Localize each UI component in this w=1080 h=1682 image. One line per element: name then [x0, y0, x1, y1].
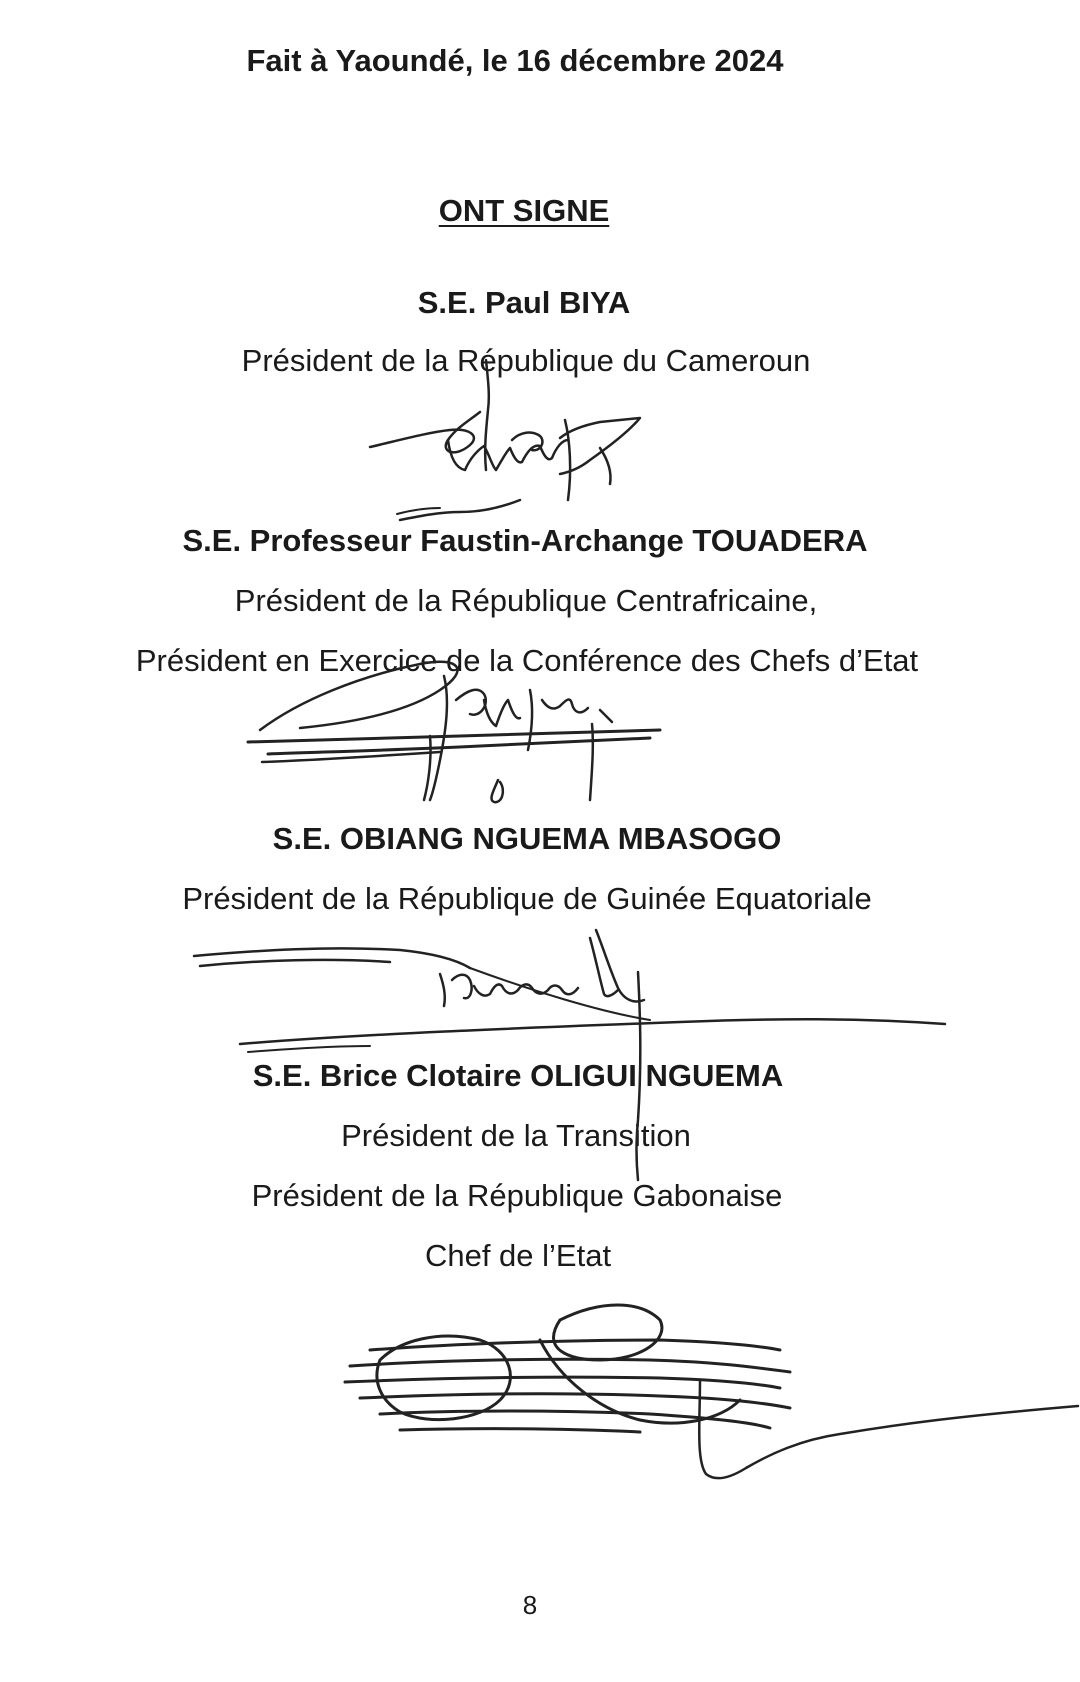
signatory-1-name: S.E. Paul BIYA	[417, 285, 631, 320]
signatory-2-title-1: Président de la République Centrafricaine,	[234, 583, 818, 618]
section-title: ONT SIGNE	[438, 193, 610, 228]
signatory-3-title-1: Président de la République de Guinée Equatoriale	[182, 881, 872, 916]
signatory-3-name: S.E. OBIANG NGUEMA MBASOGO	[272, 821, 782, 856]
signature-oligui	[345, 1305, 1078, 1478]
signature-touadera	[248, 662, 660, 802]
signatory-4-title-3: Chef de l’Etat	[424, 1238, 612, 1273]
signatory-1-title-1: Président de la République du Cameroun	[241, 343, 811, 378]
signatory-4-title-2: Président de la République Gabonaise	[251, 1178, 783, 1213]
signatory-4-name: S.E. Brice Clotaire OLIGUI NGUEMA	[252, 1058, 784, 1093]
page-number: 8	[522, 1590, 538, 1620]
signatory-2-name: S.E. Professeur Faustin-Archange TOUADERA	[182, 523, 868, 558]
signatory-2-title-2: Président en Exercice de la Conférence des Chefs d’Etat	[135, 643, 919, 678]
signature-biya	[370, 360, 640, 520]
signatory-4-title-1: Président de la Transition	[341, 1118, 691, 1153]
place-date-line: Fait à Yaoundé, le 16 décembre 2024	[246, 43, 784, 78]
